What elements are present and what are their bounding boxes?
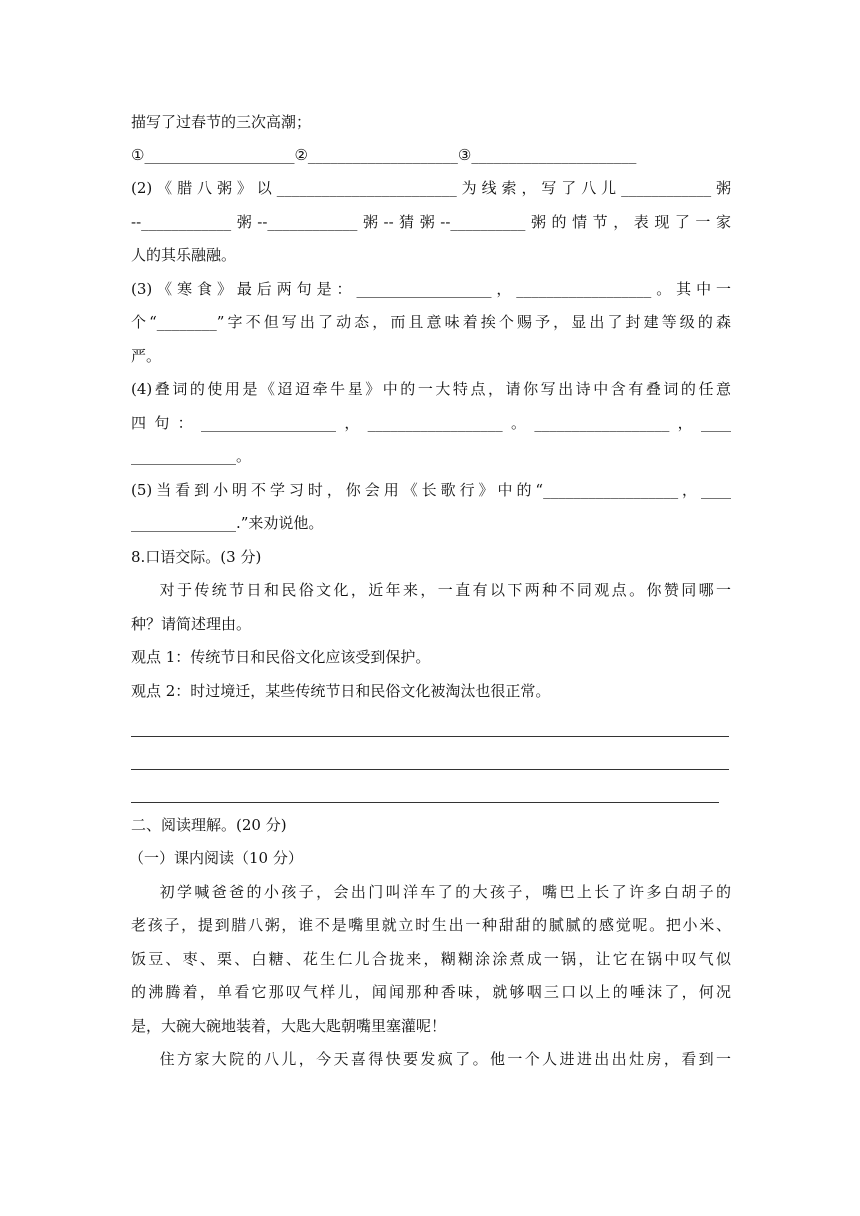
q7-part3-line: 个“________”字不但写出了动态，而且意味着挨个赐予，显出了封建等级的森 — [131, 313, 731, 331]
passage-line: 饭豆、枣、栗、白糖、花生仁儿合拢来，糊糊涂涂煮成一锅，让它在锅中叹气似 — [131, 950, 731, 968]
q7-part3-line: 严。 — [131, 347, 162, 365]
q8-view2: 观点 2：时过境迁，某些传统节日和民俗文化被淘汰也很正常。 — [131, 682, 551, 700]
q7-part3-line: (3)《寒食》最后两句是：__________________，__________________。其中一 — [131, 280, 731, 298]
q7-part5-line: (5)当看到小明不学习时，你会用《长歌行》中的“__________________，____ — [131, 481, 731, 499]
q7-part2-line: 人的其乐融融。 — [131, 246, 237, 264]
q7-part2-line: (2)《腊八粥》以________________________为线索，写了八儿____________粥 — [131, 179, 731, 197]
q7-part1-blanks: ①____________________②____________________③______________________ — [131, 146, 637, 164]
q7-intro-line: 描写了过春节的三次高潮； — [131, 113, 312, 131]
passage-line: 是，大碗大碗地装着，大匙大匙朝嘴里塞灌呢！ — [131, 1017, 447, 1035]
passage-line: 初学喊爸爸的小孩子，会出门叫洋车了的大孩子，嘴巴上长了许多白胡子的 — [131, 883, 731, 901]
q8-prompt-line: 种？请简述理由。 — [131, 615, 252, 633]
answer-line — [131, 802, 719, 803]
passage-line: 住方家大院的八儿，今天喜得快要发疯了。他一个人进进出出灶房，看到一 — [131, 1050, 731, 1068]
q8-prompt-line: 对于传统节日和民俗文化，近年来，一直有以下两种不同观点。你赞同哪一 — [131, 581, 731, 599]
answer-line — [131, 769, 729, 770]
passage-line: 的沸腾着，单看它那叹气样儿，闻闻那种香味，就够咽三口以上的唾沫了，何况 — [131, 983, 731, 1001]
q7-part5-line: ______________.”来劝说他。 — [131, 514, 324, 532]
answer-line — [131, 736, 729, 737]
q7-part4-line: (4)叠词的使用是《迢迢牵牛星》中的一大特点，请你写出诗中含有叠词的任意 — [131, 380, 731, 398]
q7-part4-line: ______________。 — [131, 447, 252, 465]
q7-part4-line: 四句：__________________，__________________。__________________，____ — [131, 414, 731, 432]
q8-view1: 观点 1：传统节日和民俗文化应该受到保护。 — [131, 648, 431, 666]
passage-line: 老孩子，提到腊八粥，谁不是嘴里就立时生出一种甜甜的腻腻的感觉呢。把小米、 — [131, 916, 731, 934]
section2-subsection-title: （一）课内阅读（10 分） — [129, 849, 303, 867]
q8-title: 8.口语交际。(3 分) — [131, 548, 262, 566]
section2-title: 二、阅读理解。(20 分) — [131, 816, 287, 834]
q7-part2-line: --____________粥--____________粥--猜粥--__________粥的情节，表现了一家 — [131, 213, 731, 231]
